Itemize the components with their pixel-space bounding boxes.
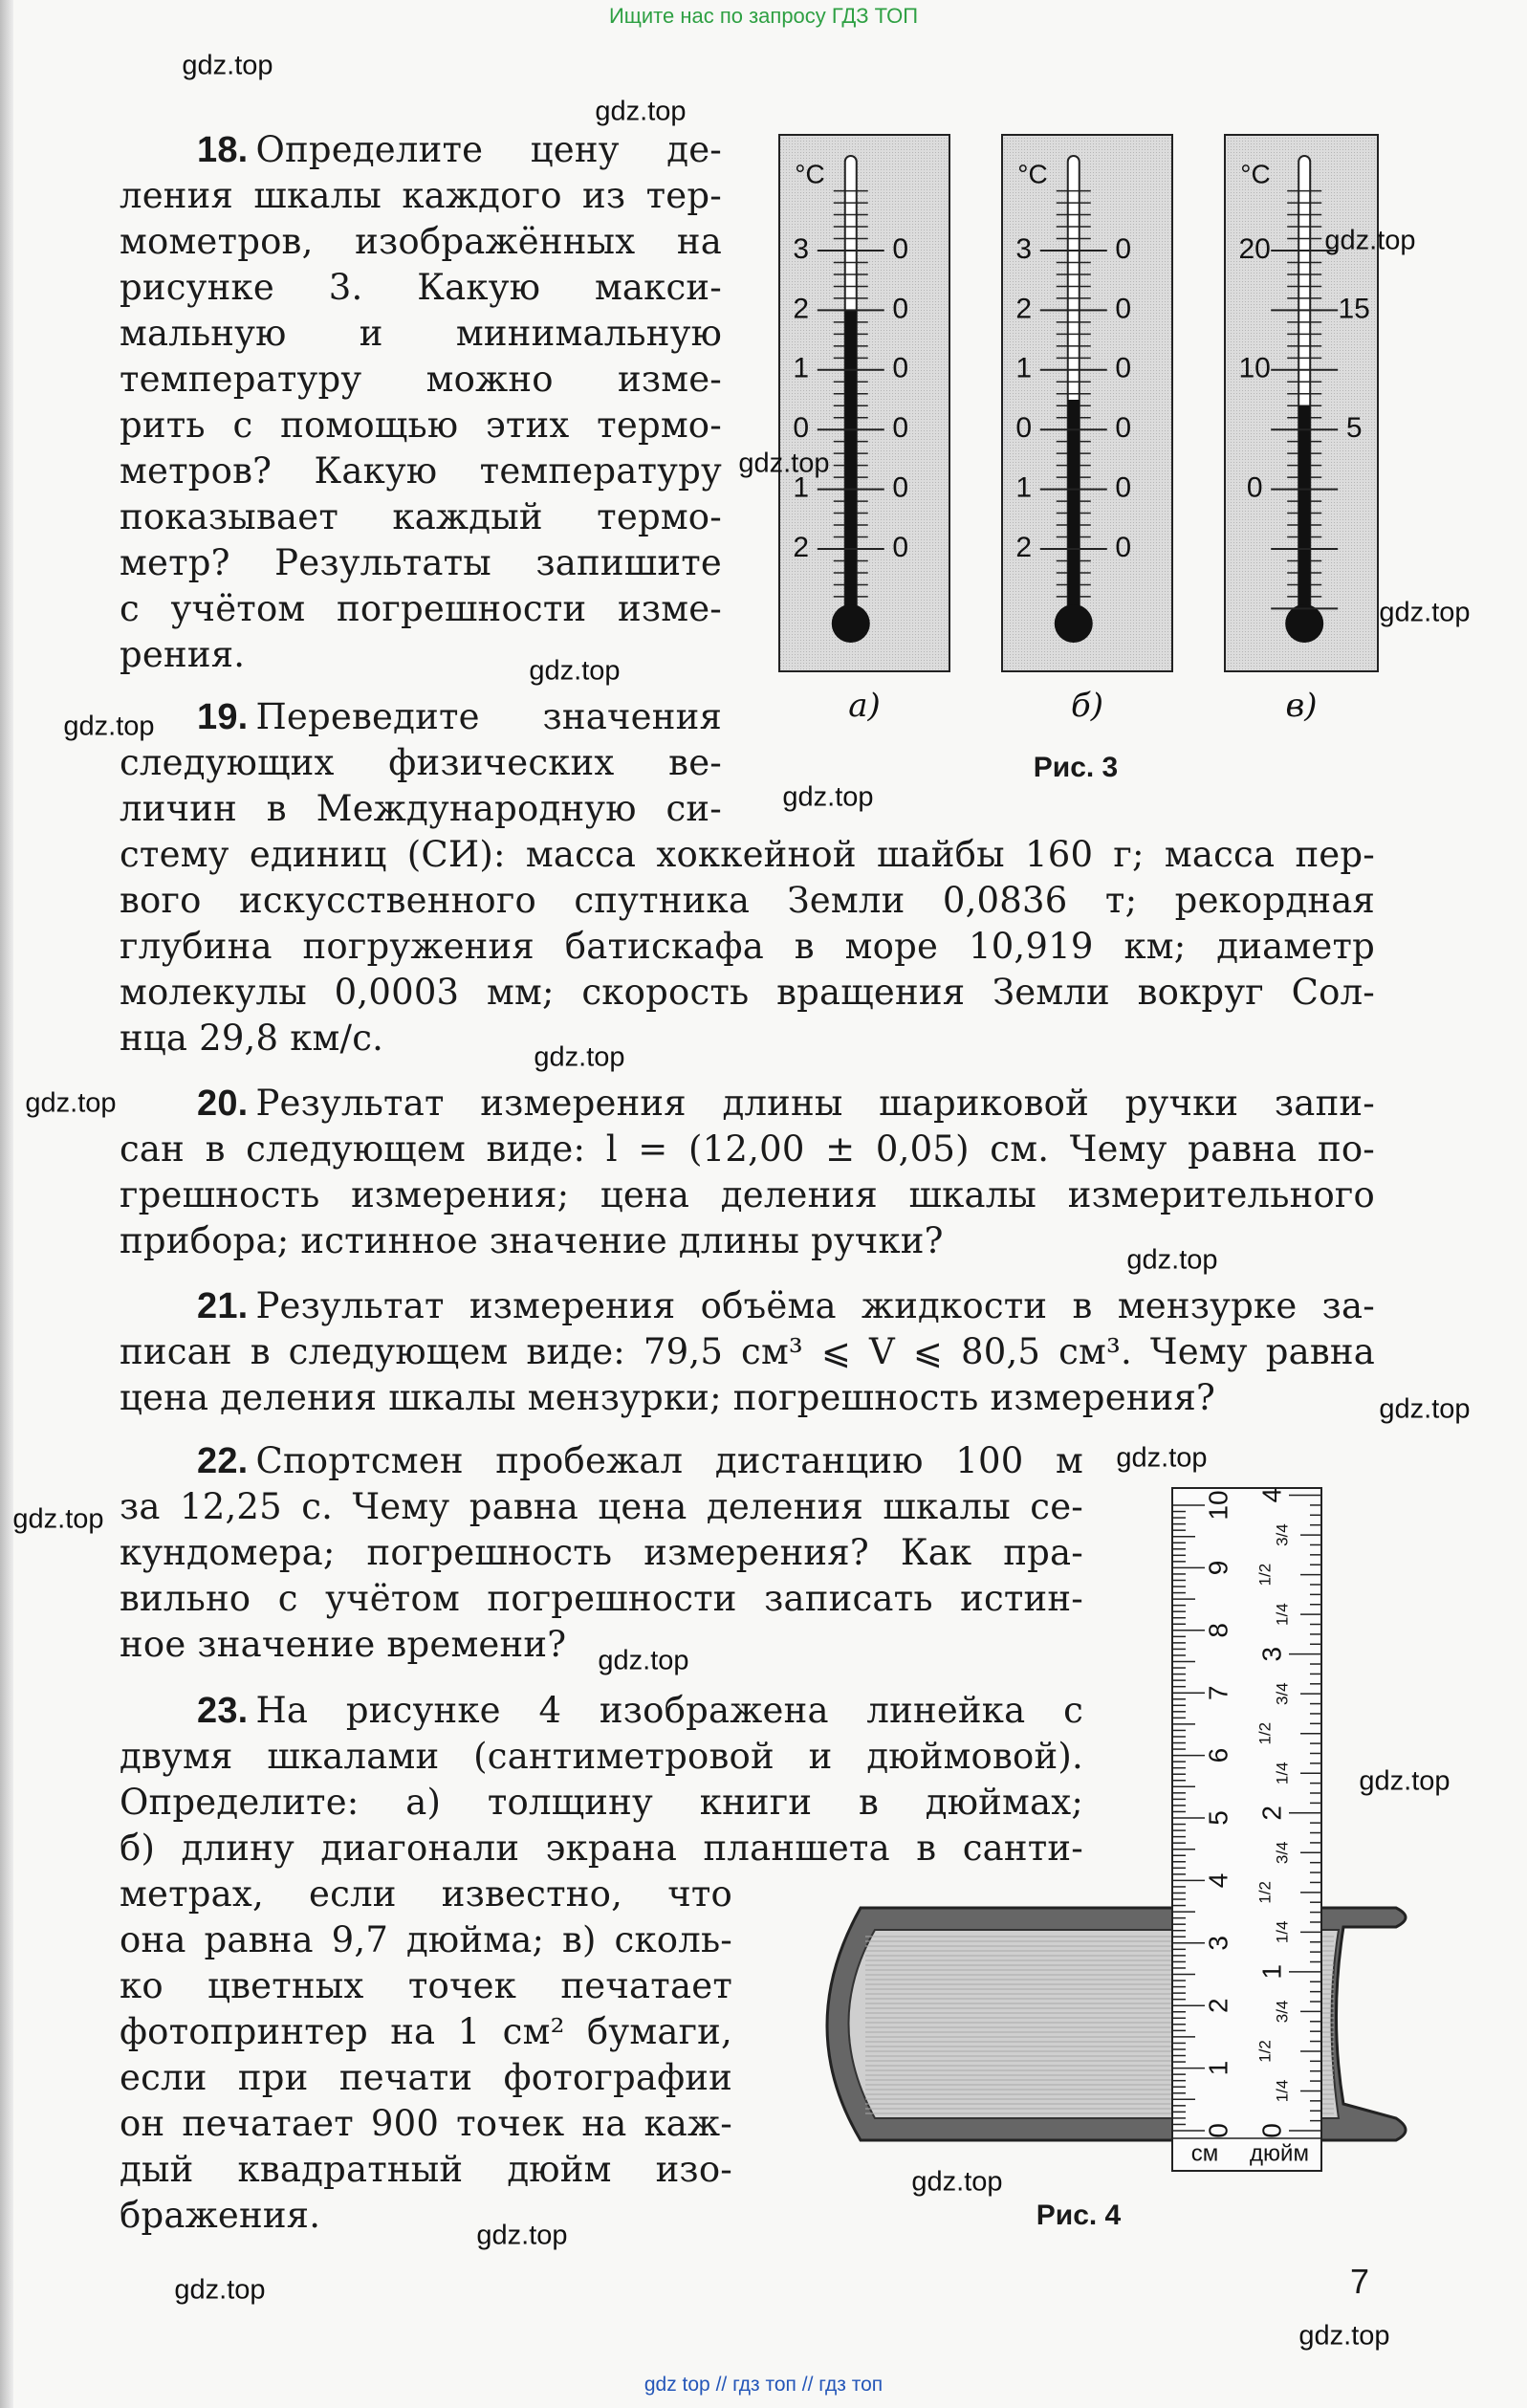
scale-label: 10: [1238, 352, 1271, 384]
thermometer-bulb: [1285, 604, 1323, 643]
mercury-column: [845, 310, 857, 619]
inch-fraction-label: 1/4: [1273, 2079, 1292, 2103]
inch-fraction-label: 1/4: [1273, 1603, 1292, 1626]
exercise-number: 20.: [197, 1084, 249, 1124]
watermark: gdz.top: [182, 50, 273, 81]
page-number: 7: [1350, 2262, 1370, 2301]
scale-label: 0: [1015, 412, 1033, 445]
thermometer-bulb: [832, 604, 870, 643]
figure-4-caption: Рис. 4: [1036, 2200, 1122, 2231]
scale-label: 2: [1015, 293, 1033, 325]
scale-label: 0: [892, 531, 909, 563]
line-text: метр? Результаты запишите: [120, 542, 722, 583]
line-text: следующих физических ве-: [120, 742, 722, 783]
line-text: личин в Международную си-: [120, 788, 722, 829]
thermometer-2: [1002, 135, 1172, 725]
cm-label: 9: [1203, 1560, 1233, 1576]
cm-label: 3: [1203, 1936, 1233, 1951]
cm-label: 2: [1203, 1998, 1233, 2013]
watermark: gdz.top: [63, 711, 155, 742]
scale-label: 0: [1246, 471, 1263, 504]
scale-label: 1: [793, 471, 810, 504]
exercise-number: 22.: [197, 1441, 249, 1481]
inch-label: 1: [1256, 1964, 1287, 1980]
unit-label: °C: [1017, 159, 1048, 189]
watermark: gdz.top: [25, 1087, 117, 1119]
line-text: Результат измерения длины шариковой ручки запи-: [255, 1083, 1375, 1124]
watermark: gdz.top: [1298, 2320, 1390, 2352]
watermark: gdz.top: [1126, 1244, 1218, 1276]
line-text: цена деления шкалы мензурки; погрешность измерения?: [120, 1377, 1216, 1418]
watermark: gdz.top: [1379, 597, 1471, 628]
line-text: с учётом погрешности изме-: [120, 588, 722, 629]
exercise-number: 23.: [197, 1691, 249, 1731]
inch-fraction-label: 1/2: [1255, 1881, 1275, 1904]
line-text: б) длину диагонали экрана планшета в санти-: [120, 1828, 1083, 1869]
unit-label: °C: [795, 159, 825, 189]
watermark: gdz.top: [1359, 1765, 1451, 1797]
line-text: рения.: [120, 634, 246, 675]
line-text: температуру можно изме-: [120, 359, 722, 400]
line-text: грешность измерения; цена деления шкалы измерительного: [120, 1174, 1375, 1215]
line-text: вильно с учётом погрешности записать истин-: [120, 1578, 1083, 1619]
thermometer-1: [779, 135, 949, 725]
inch-fraction-label: 1/4: [1273, 1762, 1292, 1785]
inch-fraction-label: 1/2: [1255, 2040, 1275, 2063]
footer-links[interactable]: gdz top // гдз топ // гдз топ: [644, 2374, 883, 2396]
watermark: gdz.top: [12, 1503, 104, 1535]
mercury-column: [1068, 400, 1080, 619]
cm-label: 8: [1203, 1623, 1233, 1638]
line-text: рисунке 3. Какую макси-: [120, 267, 722, 308]
scale-label: 0: [1115, 232, 1132, 265]
watermark: gdz.top: [529, 655, 621, 687]
line-text: глубина погружения батискафа в море 10,919 км; диаметр: [120, 926, 1375, 967]
line-text: нца 29,8 км/с.: [120, 1018, 384, 1059]
scale-label: 0: [892, 293, 909, 325]
line-text: двумя шкалами (сантиметровой и дюймовой).: [120, 1736, 1083, 1777]
watermark: gdz.top: [1116, 1442, 1208, 1474]
line-text: дый квадратный дюйм изо-: [120, 2149, 732, 2190]
watermark: gdz.top: [1324, 225, 1416, 256]
thermometer-bulb: [1055, 604, 1093, 643]
cm-label: 4: [1203, 1872, 1233, 1889]
scale-label: 2: [793, 293, 810, 325]
thermometer-label: в): [1285, 687, 1318, 725]
watermark: gdz.top: [534, 1041, 625, 1073]
line-text: ное значение времени?: [120, 1624, 567, 1665]
inch-fraction-label: 3/4: [1273, 1523, 1292, 1546]
watermark: gdz.top: [738, 448, 830, 479]
inch-fraction-label: 1/4: [1273, 1920, 1292, 1944]
scale-label: 0: [1115, 293, 1132, 325]
exercise-number: 19.: [197, 697, 249, 737]
watermark: gdz.top: [782, 781, 874, 813]
line-text: писан в следующем виде: 79,5 см³ ⩽ V ⩽ 80,5 см³. Чему равна: [120, 1331, 1375, 1372]
inch-fraction-label: 1/2: [1255, 1563, 1275, 1587]
mercury-column: [1298, 405, 1310, 619]
line-text: Определите цену де-: [255, 129, 722, 170]
line-text: он печатает 900 точек на каж-: [120, 2103, 732, 2144]
inch-label: 0: [1256, 2123, 1287, 2138]
ruler: [1172, 1488, 1321, 2171]
scale-label: 0: [793, 412, 810, 445]
line-text: метрах, если известно, что: [120, 1873, 732, 1915]
line-text: показывает каждый термо-: [120, 496, 722, 537]
scale-label: 0: [1115, 471, 1132, 504]
inch-label: 2: [1256, 1805, 1287, 1821]
scale-label: 3: [1015, 232, 1033, 265]
line-text: прибора; истинное значение длины ручки?: [120, 1220, 944, 1261]
scale-label: 0: [1115, 531, 1132, 563]
thermometer-label: а): [848, 687, 881, 725]
line-text: Переведите значения: [255, 696, 722, 737]
scale-label: 5: [1345, 412, 1363, 445]
inch-fraction-label: 3/4: [1273, 1841, 1292, 1865]
cm-label: 1: [1203, 2060, 1233, 2076]
unit-label: °C: [1240, 159, 1271, 189]
line-text: Спортсмен пробежал дистанцию 100 м: [255, 1440, 1083, 1481]
inch-fraction-label: 3/4: [1273, 2000, 1292, 2024]
line-text: молекулы 0,0003 мм; скорость вращения Земли вокруг Сол-: [120, 972, 1375, 1013]
search-banner[interactable]: Ищите нас по запросу ГДЗ ТОП: [608, 4, 919, 28]
scale-label: 1: [1015, 471, 1033, 504]
line-text: если при печати фотографии: [120, 2057, 732, 2098]
inch-label: 3: [1256, 1646, 1287, 1662]
cm-label: 5: [1203, 1810, 1233, 1826]
exercise-number: 21.: [197, 1286, 249, 1326]
scale-label: 0: [892, 471, 909, 504]
scale-label: 20: [1238, 232, 1271, 265]
scale-label: 0: [1115, 412, 1132, 445]
line-text: фотопринтер на 1 см² бумаги,: [120, 2011, 732, 2052]
line-text: мометров, изображённых на: [120, 221, 722, 262]
inch-fraction-label: 1/2: [1255, 1721, 1275, 1745]
scale-label: 1: [1015, 352, 1033, 384]
inch-label: 4: [1256, 1487, 1287, 1503]
scale-label: 0: [892, 412, 909, 445]
line-text: сан в следующем виде: l = (12,00 ± 0,05) см. Чему равна по-: [120, 1128, 1375, 1170]
line-text: вого искусственного спутника Земли 0,0836 т; рекордная: [120, 880, 1375, 921]
thermometer-3: [1225, 135, 1378, 725]
line-text: стему единиц (СИ): масса хоккейной шайбы 160 г; масса пер-: [120, 834, 1375, 875]
line-text: метров? Какую температуру: [120, 450, 722, 492]
figure-3-caption: Рис. 3: [1033, 752, 1119, 783]
scale-label: 2: [1015, 531, 1033, 563]
line-text: за 12,25 с. Чему равна цена деления шкалы се-: [120, 1486, 1083, 1527]
cm-label: 7: [1203, 1685, 1233, 1700]
scale-label: 1: [793, 352, 810, 384]
cm-label: 6: [1203, 1747, 1233, 1763]
cm-label: 0: [1203, 2123, 1233, 2138]
scale-label: 0: [892, 232, 909, 265]
line-text: Определите: а) толщину книги в дюймах;: [120, 1782, 1083, 1823]
cm-unit-label: см: [1190, 2140, 1219, 2167]
line-text: бражения.: [120, 2195, 321, 2236]
scale-label: 3: [793, 232, 810, 265]
watermark: gdz.top: [476, 2220, 568, 2251]
scale-label: 15: [1338, 293, 1370, 325]
line-text: ко цветных точек печатает: [120, 1965, 732, 2006]
inch-unit-label: дюйм: [1250, 2140, 1309, 2167]
line-text: ления шкалы каждого из тер-: [120, 175, 722, 216]
inch-fraction-label: 3/4: [1273, 1682, 1292, 1706]
cm-label: 10: [1203, 1490, 1233, 1521]
line-text: мальную и минимальную: [120, 313, 722, 354]
line-text: рить с помощью этих термо-: [120, 405, 722, 446]
line-text: Результат измерения объёма жидкости в мензурке за-: [255, 1285, 1375, 1326]
watermark: gdz.top: [174, 2274, 266, 2306]
exercise-number: 18.: [197, 130, 249, 170]
line-text: кундомера; погрешность измерения? Как пра-: [120, 1532, 1083, 1573]
watermark: gdz.top: [1379, 1393, 1471, 1425]
scale-label: 0: [1115, 352, 1132, 384]
line-text: она равна 9,7 дюйма; в) сколь-: [120, 1919, 732, 1960]
watermark: gdz.top: [598, 1645, 689, 1676]
line-text: На рисунке 4 изображена линейка с: [255, 1690, 1083, 1731]
scale-label: 2: [793, 531, 810, 563]
watermark: gdz.top: [911, 2166, 1003, 2198]
watermark: gdz.top: [595, 96, 687, 127]
thermometer-label: б): [1070, 687, 1104, 725]
scale-label: 0: [892, 352, 909, 384]
